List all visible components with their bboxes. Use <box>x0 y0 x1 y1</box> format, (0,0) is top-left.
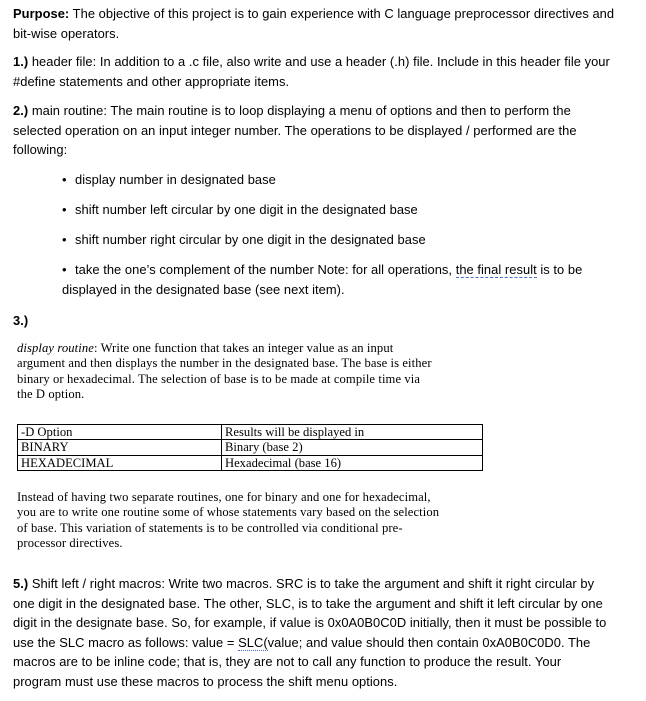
purpose-paragraph <box>13 4 638 43</box>
bullet-item <box>62 200 632 220</box>
table-cell: HEXADECIMAL <box>18 455 222 470</box>
item5-line4c: value; and value should then contain 0xA0B0C0D0. The <box>267 634 591 650</box>
bullet-dot-icon: • <box>62 262 67 277</box>
base-options-table <box>17 424 483 471</box>
table-header-row <box>18 425 483 440</box>
display-routine-paragraph <box>17 341 642 402</box>
variation-line1: Instead of having two separate routines, one for binary and one for hexadecimal, <box>17 490 431 504</box>
variation-line2: you are to write one routine some of whose statements vary based on the selection <box>17 505 440 520</box>
bullet-item <box>62 260 632 299</box>
item1-line1: header file: In addition to a .c file, also write and use a header (.h) file. Include in this header file your <box>28 54 610 69</box>
item2-label: 2.) <box>13 103 29 118</box>
routine-line4: the D option. <box>17 386 85 401</box>
item1-line2: #define statements and other appropriate items. <box>13 73 290 89</box>
routine-line1: : Write one function that takes an integer value as an input <box>93 341 394 355</box>
table-cell: -D Option <box>18 425 222 440</box>
item2-line3: following: <box>13 142 68 157</box>
table-row <box>18 440 483 455</box>
item5-line4a: use the SLC macro as follows: value = <box>13 634 239 650</box>
item2-line2: selected operation on an input integer number. The operations to be displayed / performed are the <box>13 122 577 138</box>
item5-line3: digit in the designate base. So, for example, if value is 0x0A0B0C0D initially, then it must be possible to <box>13 615 607 630</box>
table-cell: Results will be displayed in <box>222 425 483 440</box>
item5-paragraph <box>13 574 638 691</box>
bullet-text: shift number right circular by one digit in the designated base <box>75 232 426 247</box>
item2-line1: main routine: The main routine is to loop displaying a menu of options and then to perform the <box>28 103 571 118</box>
item5-line5: macros are to be inline code; that is, they are not to call any function to produce the result. Your <box>13 654 562 669</box>
table-cell: Binary (base 2) <box>222 440 483 455</box>
bullet4-line2: displayed in the designated base (see next item). <box>62 281 345 297</box>
bullet4-text-c: is to be <box>536 262 583 277</box>
item1-paragraph <box>13 52 638 91</box>
bullet-text: shift number left circular by one digit in the designated base <box>75 202 418 217</box>
slc-underlined-text: SLC( <box>238 634 268 650</box>
table-row <box>18 455 483 470</box>
variation-paragraph <box>17 490 642 551</box>
bullet4-underlined-text: the final result <box>455 262 537 277</box>
purpose-label: Purpose: <box>13 6 70 21</box>
routine-name: display routine <box>17 341 94 355</box>
bullet4-text-a: take the one’s complement of the number Note: for all operations, <box>75 262 456 277</box>
item2-paragraph <box>13 101 638 160</box>
bullet-item <box>62 230 632 250</box>
routine-line3: binary or hexadecimal. The selection of base is to be made at compile time via <box>17 371 421 386</box>
routine-line2: argument and then displays the number in the designated base. The base is either <box>17 356 432 371</box>
item5-line2: one digit in the designated base. The other, SLC, is to take the argument and shift it left circular by one <box>13 595 603 611</box>
variation-line4: processor directives. <box>17 535 123 550</box>
purpose-text-line1: The objective of this project is to gain experience with C language preprocessor directives and <box>69 6 615 21</box>
bullet-dot-icon: • <box>62 232 67 247</box>
table-cell: BINARY <box>18 440 222 455</box>
item5-label: 5.) <box>13 576 29 591</box>
item5-line6: program must use these macros to process the shift menu options. <box>13 673 398 689</box>
item3-label: 3.) <box>13 313 29 328</box>
bullet-dot-icon: • <box>62 202 67 217</box>
item5-line1: Shift left / right macros: Write two macros. SRC is to take the argument and shift it right circular by <box>28 576 595 591</box>
item1-label: 1.) <box>13 54 29 69</box>
purpose-text-line2: bit-wise operators. <box>13 25 120 41</box>
table-cell: Hexadecimal (base 16) <box>222 455 483 470</box>
bullet-item <box>62 170 632 190</box>
bullet-text: display number in designated base <box>75 172 276 187</box>
variation-line3: of base. This variation of statements is to be controlled via conditional pre- <box>17 520 403 535</box>
item3-label-paragraph <box>13 311 638 331</box>
bullet-dot-icon: • <box>62 172 67 187</box>
